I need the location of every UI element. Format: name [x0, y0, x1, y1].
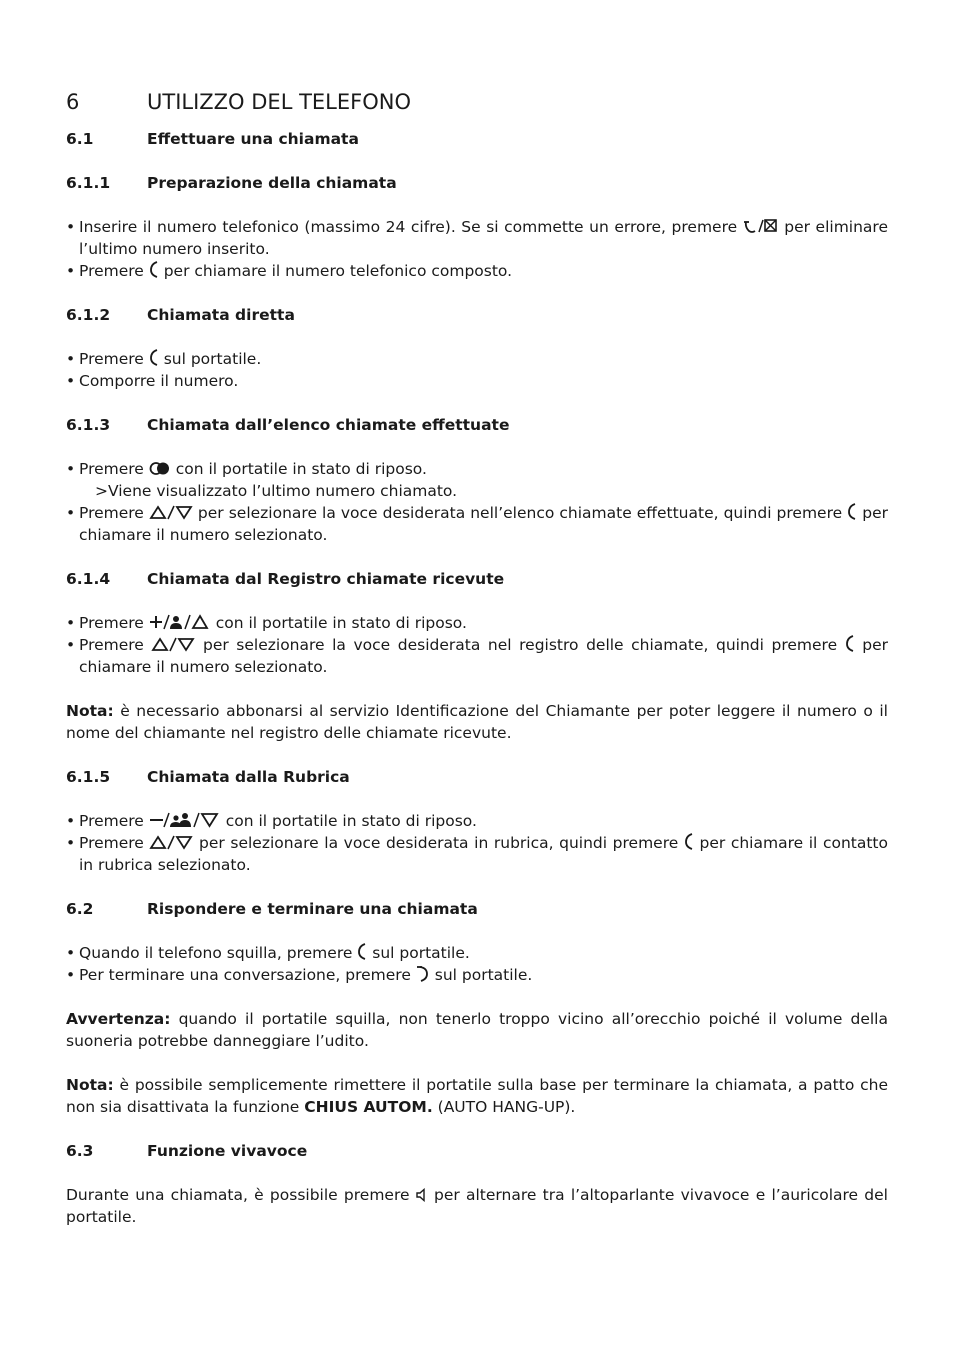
slash — [167, 505, 175, 520]
text: Premere — [79, 636, 152, 654]
section-6-1-4-heading — [66, 568, 888, 590]
text: Inserire il numero telefonico (massimo 24 cifre). Se si commette un errore, premere — [79, 218, 743, 236]
up-arrow-icon — [149, 505, 167, 520]
text: per chiamare il numero selezionato. — [79, 504, 888, 544]
text: Premere — [79, 262, 149, 280]
list-item — [66, 260, 888, 282]
section-number: 6.1.5 — [66, 768, 111, 786]
redial-icon — [149, 461, 171, 476]
text: per alternare tra l’altoparlante vivavoce e l’auricolare del portatile. — [66, 1186, 888, 1226]
text: è necessario abbonarsi al servizio Identificazione del Chiamante per poter leggere il numero o il nome del chiamante nel registro delle chiamate ricevute. — [66, 702, 888, 742]
down-arrow-icon — [175, 835, 193, 850]
minus-contacts-icon — [149, 812, 221, 828]
section-title: Rispondere e terminare una chiamata — [147, 900, 478, 918]
text: per chiamare il numero selezionato. — [79, 636, 888, 676]
section-6-1-heading — [66, 128, 888, 150]
talk-icon — [149, 261, 159, 278]
warning-paragraph — [66, 1008, 888, 1052]
section-6-2-heading — [66, 898, 888, 920]
bullet-list — [66, 942, 888, 986]
text: sul portatile. — [429, 966, 533, 984]
end-delete-icon — [743, 218, 779, 234]
talk-icon — [149, 349, 159, 366]
section-6-1-5-heading — [66, 766, 888, 788]
sub-note: >Viene visualizzato l’ultimo numero chiamato. — [95, 482, 458, 500]
note-label: Nota: — [66, 1076, 114, 1094]
talk-icon — [684, 833, 694, 850]
list-item — [66, 612, 888, 634]
section-number: 6.1.3 — [66, 416, 111, 434]
list-item — [66, 832, 888, 876]
section-6-1-2-heading — [66, 304, 888, 326]
down-arrow-icon — [177, 637, 195, 652]
warning-label: Avvertenza: — [66, 1010, 171, 1028]
section-title: Funzione vivavoce — [147, 1142, 308, 1160]
text: per selezionare la voce desiderata nell’elenco chiamate effettuate, quindi premere — [192, 504, 848, 522]
text: per selezionare la voce desiderata in rubrica, quindi premere — [193, 834, 684, 852]
section-number: 6.1.2 — [66, 306, 111, 324]
section-title: Chiamata diretta — [147, 306, 295, 324]
bullet-list — [66, 216, 888, 282]
chapter-heading — [66, 86, 888, 118]
text: per selezionare la voce desiderata nel registro delle chiamate, quindi premere — [195, 636, 845, 654]
end-call-icon — [416, 965, 430, 982]
up-arrow-icon — [149, 835, 167, 850]
text: Durante una chiamata, è possibile premere — [66, 1186, 416, 1204]
section-number: 6.1 — [66, 130, 94, 148]
section-number: 6.3 — [66, 1142, 94, 1160]
note-paragraph — [66, 1074, 888, 1118]
bullet-list — [66, 458, 888, 546]
list-item — [66, 964, 888, 986]
text: per eliminare l’ultimo numero inserito. — [79, 218, 888, 258]
chapter-number: 6 — [66, 90, 80, 114]
list-item — [66, 810, 888, 832]
section-number: 6.1.1 — [66, 174, 111, 192]
section-title: Effettuare una chiamata — [147, 130, 359, 148]
talk-icon — [847, 503, 857, 520]
section-number: 6.2 — [66, 900, 94, 918]
talk-icon — [357, 943, 367, 960]
section-6-1-3-heading — [66, 414, 888, 436]
text: Premere — [79, 350, 149, 368]
list-item — [66, 502, 888, 546]
text: quando il portatile squilla, non tenerlo troppo vicino all’orecchio poiché il volume della suoneria potrebbe danneggiare l’udito. — [66, 1010, 888, 1050]
speaker-icon — [416, 1188, 428, 1202]
text: Premere — [79, 614, 149, 632]
bullet-list — [66, 348, 888, 392]
text: con il portatile in stato di riposo. — [170, 460, 427, 478]
up-arrow-icon — [151, 637, 169, 652]
list-item — [66, 348, 888, 370]
note-label: Nota: — [66, 702, 114, 720]
bullet-list — [66, 612, 888, 678]
plus-contact-icon — [149, 614, 211, 630]
section-6-1-1-heading — [66, 172, 888, 194]
slash — [169, 637, 177, 652]
list-item — [66, 216, 888, 260]
text: sul portatile. — [367, 944, 470, 962]
text: Premere — [79, 834, 150, 852]
list-item — [66, 634, 888, 678]
section-title: Chiamata dalla Rubrica — [147, 768, 350, 786]
list-item — [66, 370, 888, 392]
down-arrow-icon — [175, 505, 193, 520]
bullet-list — [66, 810, 888, 876]
text: sul portatile. — [158, 350, 262, 368]
text: per chiamare il contatto in rubrica selezionato. — [79, 834, 888, 874]
text: Per terminare una conversazione, premere — [79, 966, 416, 984]
text: Premere — [79, 460, 149, 478]
list-item — [66, 458, 888, 502]
text: con il portatile in stato di riposo. — [210, 614, 467, 632]
function-name: CHIUS AUTOM. — [304, 1098, 433, 1116]
slash — [167, 835, 175, 850]
section-6-3-heading — [66, 1140, 888, 1162]
text: per chiamare il numero telefonico composto. — [158, 262, 513, 280]
text: (AUTO HANG-UP). — [432, 1098, 576, 1116]
body-paragraph — [66, 1184, 888, 1228]
section-title: Chiamata dal Registro chiamate ricevute — [147, 570, 505, 588]
text: Premere — [79, 812, 149, 830]
talk-icon — [845, 635, 855, 652]
text: Comporre il numero. — [79, 372, 239, 390]
note-paragraph — [66, 700, 888, 744]
text: con il portatile in stato di riposo. — [220, 812, 477, 830]
list-item — [66, 942, 888, 964]
manual-page — [66, 86, 888, 1250]
text: Quando il telefono squilla, premere — [79, 944, 358, 962]
section-title: Preparazione della chiamata — [147, 174, 397, 192]
section-number: 6.1.4 — [66, 570, 111, 588]
chapter-title: UTILIZZO DEL TELEFONO — [147, 90, 411, 114]
section-title: Chiamata dall’elenco chiamate effettuate — [147, 416, 510, 434]
text: Premere — [79, 504, 149, 522]
text: è possibile semplicemente rimettere il portatile sulla base per terminare la chiamata, a patto che non sia disattivata la funzione — [66, 1076, 888, 1116]
